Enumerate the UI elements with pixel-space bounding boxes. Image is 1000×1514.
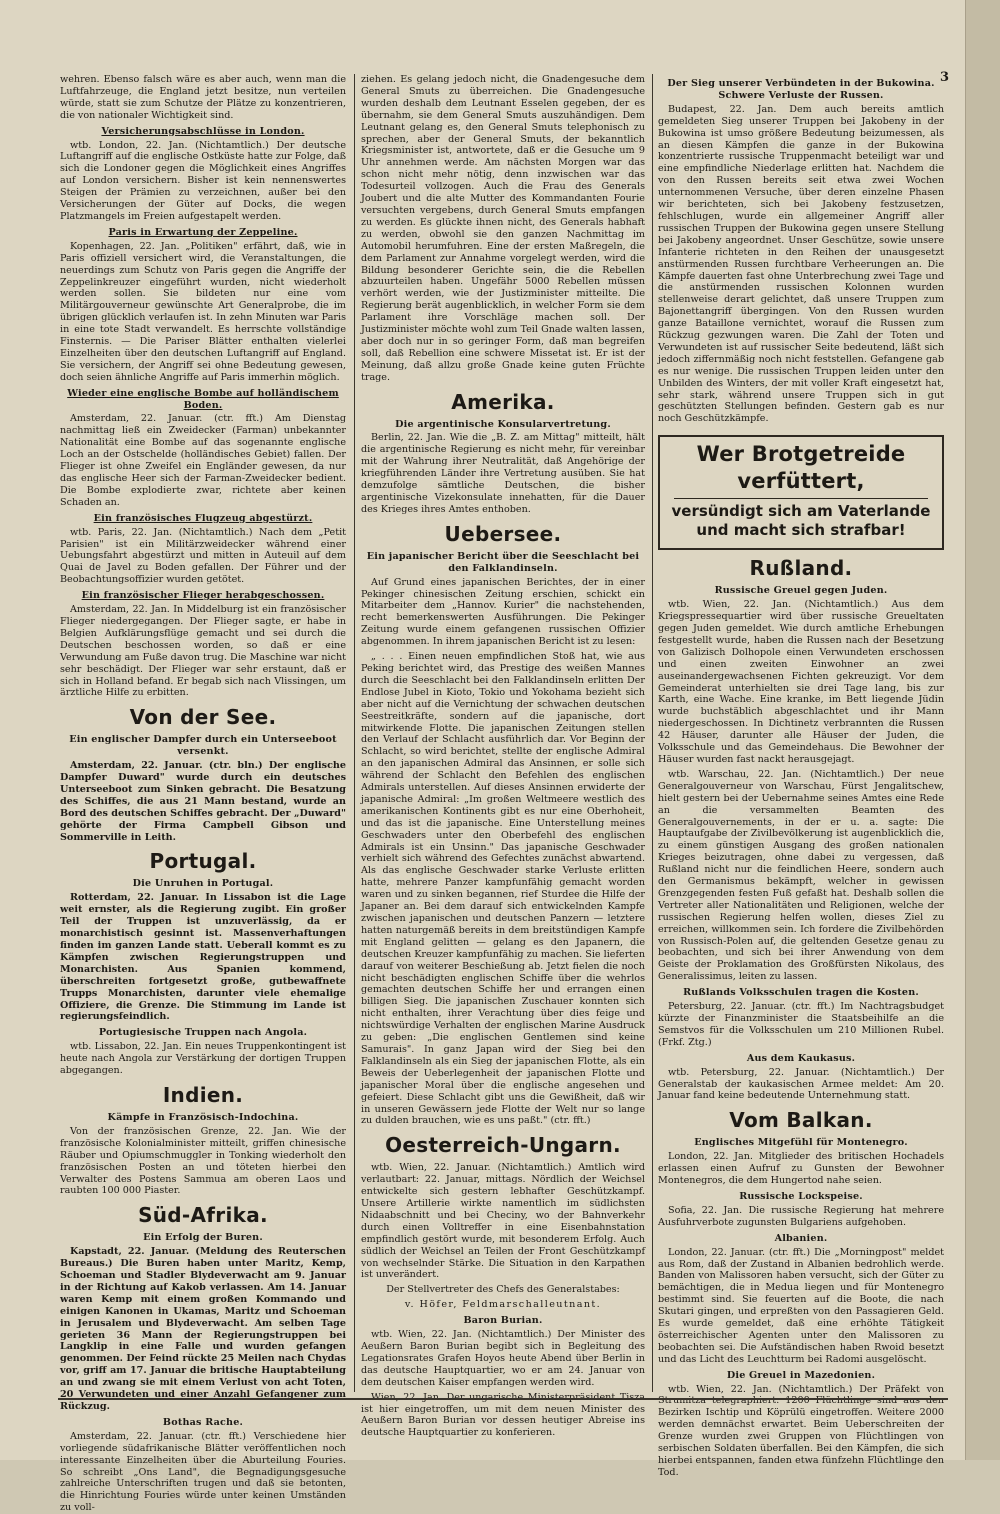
page-mark: 3	[940, 70, 950, 85]
article-headline: Der Sieg unserer Verbündeten in der Bukowina. Schwere Verluste der Russen.	[667, 78, 935, 101]
section-heading: Süd-Afrika.	[138, 1203, 268, 1228]
article-headline: Ein japanischer Bericht über die Seeschlacht bei den Falklandinseln.	[366, 550, 640, 574]
article-headline: Albanien.	[774, 1232, 828, 1244]
article-headline: Versicherungsabschlüsse in London.	[101, 125, 305, 137]
article-text: „ . . . Einen neuen empfindlichen Stoß hat, wie aus Peking berichtet wird, das Prestige des weißen Mannes durch die Seeschlacht bei den Falklandinseln erlitten Der Endlose Jubel in Kioto, Tokio und Yokohama bezieht sich aber nicht auf die Vernichtung der schwachen deutschen Seestreitkräfte, sondern auf die japanische, dort mitwirkende Flotte. Die japanischen Zeitungen stellen den Verlauf der Schlacht ausführlich dar. Vor Beginn der Schlacht, so wird berichtet, stellte der englische Admiral an den japanischen Admiral das Ansinnen, er solle sich während der Schlacht den Befehlen des englischen Admirals unterstellen. Auf dieses Ansinnen erwiderte der japanische Admiral: „Im großen Weltmeere westlich des amerikanischen Kontinents gibt es nur eine Oberhoheit, und das ist die japanische. Eine Unterstellung meines Geschwaders unter den Oberbefehl des englischen Admirals ist ein Unsinn." Das japanische Geschwader verhielt sich während des Gefechtes zunächst abwartend. Als das englische Geschwader starke Verluste erlitten hatte, mehrere Panzer kampfunfähig gemacht worden waren und zu sinken begannen, rief Sturdee die Hilfe der Japaner an. Bei dem darauf sich entwickelnden Kampfe zwischen japanischen und deutschen Panzern — letztere hatten naturgemäß bereits in dem breitstündigen Kampfe mit England gelitten — gelang es den Japanern, die deutschen Kreuzer kampfunfähig zu machen. Sie lieferten darauf von weiterer Beschießung ab. Jetzt fielen die noch nicht beschädigten englischen Schiffe über die wehrlos gemachten deutschen Schiffe her und errangen einen billigen Sieg. Die japanischen Zuschauer konnten sich nicht enthalten, ihrer Verachtung über dies feige und nichtswürdige Verhalten der englischen Marine Ausdruck zu geben: „Die englischen Gentlemen sind keine Samurais". In ganz Japan wird der Sieg bei den Falklandinseln als ein Sieg der japanischen Flotte, als ein Beweis der Ueberlegenheit der japanischen Flotte und japanischer Moral über die englische angesehen und gefeiert. Diese Schlacht gibt uns die Gewißheit, daß wir in unseren Gewässern jede Flotte der Welt nur so lange zu dulden brauchen, wie es uns paßt." (ctr. fft.)	[361, 651, 645, 1127]
notice-rule	[674, 498, 928, 499]
article-headline: Baron Burian.	[463, 1315, 543, 1327]
article-headline: Portugiesische Truppen nach Angola.	[98, 1027, 308, 1039]
article-headline: Russische Greuel gegen Juden.	[714, 585, 888, 597]
section-heading: Indien.	[162, 1082, 244, 1107]
article-headline: Bothas Rache.	[162, 1416, 244, 1428]
signature-name: v. Höfer, Feldmarschalleutnant.	[404, 1299, 602, 1311]
article-text: wehren. Ebenso falsch wäre es aber auch, wenn man die Luftfahrzeuge, die England jetzt besitze, nun verteilen würde, statt sie zum Schutze der Plätze zu konzentrieren, die von nationaler Wichtigkeit sind.	[60, 74, 346, 121]
section-heading: Rußland.	[749, 556, 853, 581]
section-heading: Von der See.	[129, 705, 277, 730]
page-edge	[965, 0, 1000, 1460]
article-headline: Aus dem Kaukasus.	[746, 1052, 856, 1064]
article-headline: Paris in Erwartung der Zeppeline.	[108, 226, 298, 238]
article-text: Amsterdam, 22. Januar. (ctr. fft.) Am Dienstag nachmittag ließ ein Zweidecker (Farman) unbekannter Nationalität eine Bombe auf das sogenannte englische Loch an der Ostschelde (holländisches Gebiet) fallen. Der Flieger ist ohne Zweifel ein Engländer gewesen, da nur das englische Heer sich der Farman-Zweidecker bedient. Die Bombe explodierte zwar, richtete aber keinen Schaden an.	[60, 413, 346, 508]
article-headline: Ein französischer Flieger herabgeschossen.	[81, 590, 325, 602]
article-text: Wien, 22. Jan. Der ungarische Ministerpräsident Tisza ist hier eingetroffen, um mit dem neuen Minister des Aeußern Baron Burian vor dessen heutiger Abreise ins deutsche Hauptquartier zu konferieren.	[361, 1391, 645, 1439]
bottom-rule	[58, 1398, 948, 1400]
article-text: wtb. Wien, 22. Januar. (Nichtamtlich.) Amtlich wird verlautbart: 22. Januar, mittags. Nördlich der Weichsel entwickelte sich gestern lebhafter Geschützkampf. Unsere Artillerie wirkte namentlich im südlichsten Nidaabschnitt und bei Checiny, wo der Bahnverkehr durch einen Volltreffer in eine Eisenbahnstation empfindlich gestört wurde, mit besonderem Erfolg. Auch südlich der Weichsel an Teilen der Front Geschützkampf von wechselnder Stärke. Die Situation in den Karpathen ist unverändert.	[361, 1162, 645, 1281]
article-headline: Ein englischer Dampfer durch ein Unterseeboot versenkt.	[69, 734, 337, 758]
article-text: wtb. Wien, 22. Jan. (Nichtamtlich.) Aus dem Kriegspressequartier wird über russische Greueltaten gegen Juden gemeldet. Wie durch amtliche Erhebungen festgestellt wurde, haben die Russen nach der Besetzung von Galizisch Dolhopole einen Verwundeten erschossen und einen zweiten Einwohner an zwei auseinandergewachsenen Fichten gekreuzigt. Vor dem Gemeinderat unterhielten sie drei Tage lang, bis zur Karth, eine Wache. Eine kranke, im Bett liegende Jüdin wurde buchstäblich abgeschlachtet und ihr Mann niedergeschossen. In Dichtinetz verbrannten die Russen 42 Häuser, darunter alle Häuser der Juden, die Volksschule und das Gemeindehaus. Die Bewohner der Häuser wurden fast nackt herausgejagt.	[658, 599, 944, 765]
article-text: London, 22. Jan. Mitglieder des britischen Hochadels erlassen einen Aufruf zu Gunsten der Bewohner Montenegros, die dem Hungertod nahe seien.	[658, 1151, 944, 1187]
signature-line: Der Stellvertreter des Chefs des Generalstabes:	[386, 1284, 620, 1296]
column-divider	[652, 74, 653, 1392]
article-text: Amsterdam, 22. Januar. (ctr. bln.) Der englische Dampfer Duward" wurde durch ein deutsches Unterseeboot zum Sinken gebracht. Die Besatzung des Schiffes, die aus 21 Mann bestand, wurde an Bord des deutschen Schiffes gebracht. Der „Duward" gehörte der Firma Campbell Gibson und Sommerville in Leith.	[60, 760, 346, 843]
article-text: Von der französischen Grenze, 22. Jan. Wie der französische Kolonialminister mitteilt, griffen chinesische Räuber und Opiumschmuggler in Tonking wiederholt den französischen Posten an und töteten hierbei den Verwalter des Postens Sammua am oberen Laos und raubten 100 000 Piaster.	[60, 1125, 346, 1197]
column-1	[60, 74, 346, 1514]
notice-line: versündigt sich am Vaterlande	[671, 502, 931, 521]
article-text: Kapstadt, 22. Januar. (Meldung des Reuterschen Bureaus.) Die Buren haben unter Maritz, Kemp, Schoeman und Stadler Blydeverwacht am 9. Januar in der Richtung auf Kakob verlassen. Am 14. Januar waren Kemp mit einem großen Kommando und einigen Kanonen in Ukamas, Maritz und Schoeman in Jerusalem und Blydeverwacht. Am selben Tage gerieten 36 Mann der Regierungstruppen bei Langklip in eine Falle und wurden gefangen genommen. Der Feind rückte 25 Meilen nach Chydas vor, griff am 17. Januar die britische Hauptabteilung an und zwang sie mit einem Verlust von acht Toten, 20 Verwundeten und einer Anzahl Gefangener zum Rückzug.	[60, 1246, 346, 1412]
article-headline: Wieder eine englische Bombe auf holländischem Boden.	[67, 387, 339, 411]
article-text: wtb. Wien, 22. Jan. (Nichtamtlich.) Der Minister des Aeußern Baron Burian begibt sich in Begleitung des Legationsrates Grafen Hoyos heute Abend über Berlin in das deutsche Hauptquartier, wo er am 24. Januar von dem deutschen Kaiser empfangen werden wird.	[361, 1329, 645, 1388]
article-text: ziehen. Es gelang jedoch nicht, die Gnadengesuche dem General Smuts zu überreichen. Die Gnadengesuche wurden deshalb dem Leutnant Esselen gegeben, der es übernahm, sie dem General Smuts auszuhändigen. Dem Leutnant gelang es, den General Smuts telephonisch zu sprechen, aber der General Smuts, der bekanntlich Kriegsminister ist, antwortete, daß er die Gesuche um 9 Uhr annehmen werde. Am nächsten Morgen war das schon nicht mehr nötig, denn inzwischen war das Todesurteil vollzogen. Auch die Frau des Generals Joubert und die alte Mutter des Kommandanten Fourie versuchten vergebens, durch General Smuts empfangen zu werden. Es glückte ihnen nicht, des Generals habhaft zu werden, obwohl sie den ganzen Nachmittag im Automobil herumfuhren. Eine der ersten Maßregeln, die dem Parlament zur Annahme vorgelegt werden, wird die Bildung besonderer Gerichte sein, die die Rebellen abzuurteilen haben. Ungefähr 5000 Rebellen müssen verhört werden, wie der Justizminister mitteilte. Die Regierung berät augenblicklich, in welcher Form sie dem Parlament ihre Vorschläge machen soll. Der Justizminister möchte wohl zum Teil Gnade walten lassen, aber doch nur in so geringer Form, daß man begreifen soll, daß Rebellion eine schwere Missetat ist. Er ist der Meinung, daß allzu große Gnade keine guten Früchte trage.	[361, 74, 645, 383]
notice-line: und macht sich strafbar!	[696, 521, 906, 540]
section-heading: Oesterreich-Ungarn.	[385, 1133, 621, 1158]
notice-headline: Wer Brotgetreide verfüttert,	[696, 442, 906, 494]
column-3	[658, 74, 944, 1478]
article-text: Petersburg, 22. Januar. (ctr. fft.) Im Nachtragsbudget kürzte der Finanzminister die Staatsbeihilfe an die Semstvos für die Volksschulen um 210 Millionen Rubel. (Frkf. Ztg.)	[658, 1001, 944, 1048]
article-text: Sofia, 22. Jan. Die russische Regierung hat mehrere Ausfuhrverbote zugunsten Bulgariens aufgehoben.	[658, 1204, 944, 1228]
article-text: Berlin, 22. Jan. Wie die „B. Z. am Mittag" mitteilt, hält die argentinische Regierung es nicht mehr, für vereinbar mit der Wahrung ihrer Neutralität, daß Angehörige der kriegführenden Länder ihre Vertretung ausüben. Sie hat demzufolge sämtliche Deutschen, die bisher argentinische Vizekonsulate innehatten, für die Dauer des Krieges ihres Amtes enthoben.	[361, 432, 645, 515]
article-text: wtb. London, 22. Jan. (Nichtamtlich.) Der deutsche Luftangriff auf die englische Ostküste hatte zur Folge, daß sich die Londoner gegen die Möglichkeit eines Angriffes auf London versichern. Bisher ist kein nennenswertes Steigen der Prämien zu verzeichnen, außer bei den Versicherungen der Güter auf Docks, die wegen Platzmangels im Freien aufgestapelt werden.	[60, 139, 346, 222]
notice-box	[658, 435, 944, 550]
article-text: Amsterdam, 22. Jan. In Middelburg ist ein französischer Flieger niedergegangen. Der Flieger sagte, er habe in Belgien Aufklärungsflüge gemacht und sei durch die Deutschen beschossen worden, so daß er eine Verwundung am Fuße davon trug. Die Maschine war nicht sehr beschädigt. Der Flieger war sehr erstaunt, daß er sich in Holland befand. Er begab sich nach Vlissingen, um ärztliche Hilfe zu erbitten.	[60, 604, 346, 699]
article-headline: Rußlands Volksschulen tragen die Kosten.	[683, 987, 919, 999]
section-heading: Portugal.	[149, 849, 257, 874]
article-text: wtb. Petersburg, 22. Januar. (Nichtamtlich.) Der Generalstab der kaukasischen Armee meldet: Am 20. Januar fand keine bedeutende Unternehmung statt.	[658, 1066, 944, 1102]
article-headline: Die Unruhen in Portugal.	[132, 878, 274, 890]
article-headline: Die Greuel in Mazedonien.	[726, 1369, 876, 1381]
article-text: wtb. Warschau, 22. Jan. (Nichtamtlich.) Der neue Generalgouverneur von Warschau, Fürst Jengalitschew, hielt gestern bei der Uebernahme seines Amtes eine Rede an die versammelten Beamten des Generalgouvernements, in der er u. a. sagte: Die Hauptaufgabe der Zivilbevölkerung ist augenblicklich die, zu einem günstigen Ausgang des großen nationalen Krieges beizutragen, ohne dabei zu vergessen, daß Rußland nicht nur die feindlichen Heere, sondern auch den Germanismus bekämpft, welcher in gewissen Grenzgegenden festen Fuß gefaßt hat. Deshalb sollen die Vertreter aller Nationalitäten und Religionen, welche der russischen Regierung helfen wollen, dieses Ziel zu erreichen, willkommen sein. Ich fordere die Zivilbehörden von Russisch-Polen auf, die geltenden Gesetze genau zu beobachten, und sich bei ihrer Anwendung von dem Geiste der Proklamation des Großfürsten Nikolaus, des Generalissimus, leiten zu lassen.	[658, 768, 944, 983]
article-headline: Ein Erfolg der Buren.	[143, 1232, 263, 1244]
article-headline: Kämpfe in Französisch-Indochina.	[107, 1111, 299, 1123]
section-heading: Vom Balkan.	[729, 1108, 873, 1133]
article-headline: Englisches Mitgefühl für Montenegro.	[694, 1137, 908, 1149]
column-divider	[354, 74, 355, 1392]
section-heading: Uebersee.	[444, 521, 562, 546]
article-text: Kopenhagen, 22. Jan. „Politiken" erfährt, daß, wie in Paris offiziell versichert wird, die Veranstaltungen, die neuerdings zum Schutz von Paris gegen die Angriffe der Zeppelinkreuzer eingeführt wurden, nicht wiederholt werden sollen. Sie bildeten nur eine vom Militärgouverneur gewünschte Art Generalprobe, die im übrigen glücklich verlaufen ist. In zehn Minuten war Paris in eine tote Stadt verwandelt. Es herrschte vollständige Finsternis. — Die Pariser Blätter enthalten vielerlei Einzelheiten über den deutschen Luftangriff auf England. Sie versichern, der Angriff sei ohne Bedeutung gewesen, doch seien ähnliche Angriffe auf Paris immerhin möglich.	[60, 240, 346, 383]
article-headline: Ein französisches Flugzeug abgestürzt.	[93, 512, 313, 524]
article-text: London, 22. Januar. (ctr. fft.) Die „Morningpost" meldet aus Rom, daß der Zustand in Albanien bedrohlich werde. Banden von Malissoren haben versucht, sich der Güter zu bemächtigen, die in Medua liegen und für Montenegro bestimmt sind. Sie feuerten auf die Boote, die nach Skutari gingen, und erpreßten von den Passagieren Geld. Es wurde gemeldet, daß eine erhöhte Tätigkeit österreichischer Agenten unter den Malissoren zu beobachten sei. Die Aufständischen haben Rwoid besetzt und das Licht des Leuchtturm bei Radomi ausgelöscht.	[658, 1246, 944, 1365]
article-headline: Die argentinische Konsularvertretung.	[395, 418, 611, 430]
article-text: wtb. Wien, 22. Jan. (Nichtamtlich.) Der Präfekt von Strumitza telegraphiert: 1200 Flüchtlinge sind aus den Bezirken Ischtip und Köprülü eingetroffen. Weitere 2000 werden demnächst erwartet. Beim Ueberschreiten der Grenze wurden zwei Gruppen von Flüchtlingen von serbischen Soldaten überfallen. Bei den Kämpfen, die sich hierbei entspannen, fanden etwa fünfzehn Flüchtlinge den Tod.	[658, 1383, 944, 1478]
article-text: wtb. Lissabon, 22. Jan. Ein neues Truppenkontingent ist heute nach Angola zur Verstärkung der dortigen Truppen abgegangen.	[60, 1041, 346, 1077]
article-headline: Russische Lockspeise.	[739, 1190, 863, 1202]
article-text: Rotterdam, 22. Januar. In Lissabon ist die Lage weit ernster, als die Regierung zugibt. Ein großer Teil der Truppen ist unzuverlässig, da er monarchistisch gesinnt ist. Massenverhaftungen finden im ganzen Lande statt. Ueberall kommt es zu Kämpfen zwischen Regierungstruppen und Monarchisten. Aus Spanien kommend, überschreiten fortgesetzt große, gutbewaffnete Trupps Monarchisten, darunter viele ehemalige Offiziere, die Grenze. Die Stimmung im Lande ist regierungsfeindlich.	[60, 892, 346, 1023]
article-text: Amsterdam, 22. Januar. (ctr. fft.) Verschiedene hier vorliegende südafrikanische Blätter veröffentlichen noch interessante Einzelheiten über die Aburteilung Fouries. So schreibt „Ons Land", die Begnadigungsgesuche zahlreiche Unterschriften trugen und daß sie betonten, die Hinrichtung Fouries würde unter keinen Umständen zu voll-	[60, 1430, 346, 1514]
article-text: Budapest, 22. Jan. Dem auch bereits amtlich gemeldeten Sieg unserer Truppen bei Jakobeny in der Bukowina ist umso größere Bedeutung beizumessen, als an diesen Kämpfen die ganze in der Bukowina konzentrierte russische Truppenmacht beteiligt war und eine empfindliche Niederlage erlitten hat. Nachdem die von den Russen bereits seit etwa zwei Wochen unternommenen Versuche, über deren einzelne Phasen wir berichteten, sich bei Jakobeny festzusetzen, fehlschlugen, wurde ein allgemeiner Angriff aller russischen Truppen der Bukowina gegen unsere Stellung bei Jakobeny angeordnet. Unser Geschütze, sowie unsere Infanterie richteten in den Reihen der unausgesetzt anstürmenden Russen furchtbare Verheerungen an. Die Kämpfe dauerten fast ohne Unterbrechung zwei Tage und die anstürmenden russischen Kolonnen wurden stellenweise derart gelichtet, daß unsere Truppen zum Bajonettangriff übergingen. Von den Russen wurden ganze Bataillone vernichtet, worauf die Russen zum Rückzug gezwungen waren. Die Zahl der Toten und Verwundeten ist auf russischer Seite bedeutend, läßt sich jedoch ziffernmäßig noch nicht feststellen. Gefangene gab es nur wenige. Die russischen Truppen leiden unter den Unbilden des Winters, der mit voller Kraft eingesetzt hat, sehr stark, während unsere Truppen sich in gut geschützten Stellungen befinden. Gestern gab es nur noch Geschützkämpfe.	[658, 103, 944, 425]
article-text: wtb. Paris, 22. Jan. (Nichtamtlich.) Nach dem „Petit Parisien" ist ein Militärzweidecker während einer Uebungsfahrt abgestürzt und mitten in Auteuil auf dem Quai de Javel zu Boden gefallen. Der Führer und der Beobachtungsoffizier wurden getötet.	[60, 526, 346, 586]
section-heading: Amerika.	[451, 389, 555, 414]
column-2	[361, 74, 645, 1439]
article-text: Auf Grund eines japanischen Berichtes, der in einer Pekinger chinesischen Zeitung erschien, schickt ein Mitarbeiter dem „Hannov. Kurier" die nachstehenden, recht bemerkenswerten Ausführungen. Die Pekinger Zeitung wurde einem gefangenen russischen Offizier abgenommen. In ihrem japanischen Bericht ist zu lesen:	[361, 576, 645, 648]
